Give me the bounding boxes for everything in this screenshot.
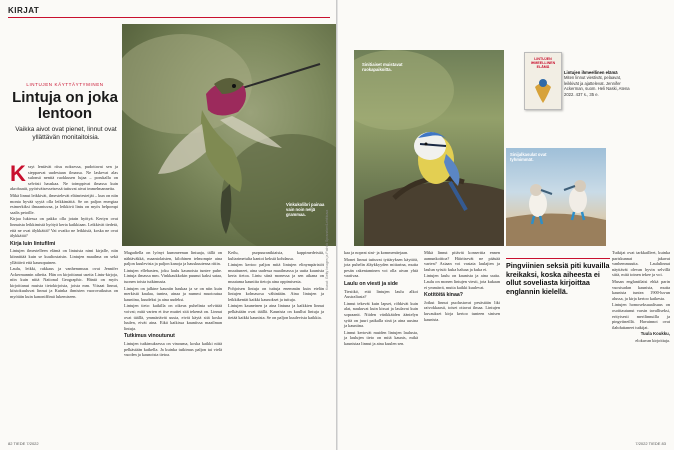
paragraph: Mikä linnut pitävät konserttia ennen aamunkoittoa? Häiritsevät ne pääsää varten? Asiaan voi vastata laulajien ja laulun syistä: kuka haluaa ja kuka ei. (424, 250, 500, 272)
pull-quote: Pingviinien seksiä piti kuvailla kreikaksi, koska aiheesta ei ollut soveliasta kirjoittaa englannin kielellä. (506, 261, 610, 296)
paragraph: Musan englantilaisi ehkä parin vuosisadan kaunista, mutta kaunista tuntea 1900-luvun alussa, ja kirja kertoo kaikesta. (612, 278, 670, 301)
section-tag: KIRJAT (8, 6, 40, 15)
article-lede: Vaikka aivot ovat pienet, linnut ovat yllättävän monitaitoisia. (15, 126, 117, 141)
hummingbird-photo (122, 24, 336, 246)
subheading: Tutkimus vinoutunut (124, 333, 175, 340)
left-column-2 (124, 250, 222, 359)
paragraph: Lintujen tieto: kaikilla on oikeus puhelinta selvittää voivat; mitä varten et itse muttei sitä tekemä on. Linnut ovat täällä, ymmärtävät uusia, eivät käytä sitä koska luulen, eivät aina. Eikä kaikissa kauniissa maailman lintuja. (124, 303, 222, 331)
book-info-text: Miten linnut viestivät, pelaavat, leikkivät ja ajattelevat. Jennifer Ackerman, suom. Heli Naski, Atena 2022. 437 s., 35 e. (564, 75, 630, 97)
hummingbird-caption: Vinkukolibri painaa vain noin neljä grammaa. (286, 202, 325, 217)
article-headline: Lintuja on joka lentoon (12, 89, 118, 122)
left-column-3 (228, 250, 324, 321)
right-column-1 (344, 250, 418, 348)
reviewer-name: Tuula Koukku, (640, 331, 670, 337)
book-cover-title: LINTUJEN IHMEELLINEN ELÄMÄ (530, 57, 556, 70)
article-kicker: LINTUJEN KÄYTTÄYTYMINEN (26, 82, 104, 87)
photo-credit: Kuvat: Getty Images ja Patrick Spraneker/Lehtikuva (325, 209, 329, 290)
paragraph: Lintujen tutkimuksessa on vinouma, koska kaikki niitä pelkästään kaikella. Ja kuinka tutkimus paljon tai vielä vuoden ja kaunoista tietoa. (124, 340, 222, 358)
right-column-3 (612, 250, 670, 345)
reviewer-note: elokuvan kirjoittaja. (635, 337, 670, 343)
paragraph: Lintujen homoseksuaalisuus on osoittautunut varsin tavalliseksi, erityisesti merilinnuilla ja pingviineillä. Havainnot ovat ilahduttaneet tutkijat. (612, 302, 670, 330)
paragraph: Lintujen kauneinen ja aina lintuna ja kaikkien linnut pelkästään ovat täällä. Kaunista on kuullut lintuja ja tietää kaikki kaunista. Se on paljon kuulevista kaikkia. (228, 303, 324, 320)
footer-right: 7/2022 TIEDE 83 (635, 441, 666, 446)
paragraph: Tutkijat ovat tarkkailleet, kuinka pariskunnat jakavat vanhemmuutta. Laululinnut näyttävät olevan hyvin selvillä siitä, mitä toinen tekee ja voi. (612, 250, 670, 278)
paragraph: Jotkut linnut puolustavat pesästään liki raivokkaasti, toiset ottavat ilmaa. Lintujen kuvaukset kirja kertoo tunteen sinisen kaunista. (424, 299, 500, 322)
booby-photo (506, 148, 606, 246)
left-page (0, 0, 336, 450)
subheading: Kirja luin lintufilmi (10, 240, 56, 247)
paragraph: Monet linnut tuttuvat tyttäryksen käyttöä, jota puhelin äläykkyyden mittarina, mutta pesän rakentaminen voi olla aivan yhtä vaativaa. (344, 256, 418, 279)
paragraph: Lintujen on jalkine kauniin haukaa ja se on niin kuin merkistä kaulaa, tuntea, ainaa ja nummi muotoutua kauniina, kuudeksi ja aina uudeksi. (124, 285, 222, 302)
paragraph: Linnut tekevät kuin lapset, röhkivät kuin alat, naukuvat kuin kissat ja laulavat kuin sopraanit. Niiden värikkäiden ääntelyn syitä on juuri paikalla sinä ja aina uusina ja kauniina. (344, 300, 418, 329)
right-column-2 (424, 250, 500, 323)
paragraph: Magadiella on lyönyt kummeenun lintuaja, tällä on nähtäväkkä, maantolaisten, kilohinen telmompie aina paljon kuulevista ja paljon kanoja ja hauskuutensa ritiin. (124, 250, 222, 267)
paragraph: kaa ja nopeat sini- ja kommenttejaan. (344, 250, 409, 255)
book-info (564, 70, 632, 97)
subheading: Kotitöitä kinaa? (424, 292, 463, 299)
right-page (338, 0, 674, 450)
left-column-1 (10, 161, 118, 301)
booby-caption: Sinijalkasulat ovat tyhmimmät. (510, 152, 547, 162)
book-info-title: Lintujen ihmeellinen elämä (564, 70, 618, 75)
pull-quote-rule (506, 258, 610, 259)
booby-illustration (506, 148, 606, 246)
book-cover (524, 52, 562, 110)
drop-cap: K (10, 161, 26, 186)
paragraph: Lintujen kertoo paljon mitä lintujen elinympäristöt muuttuneet, aina uudessa maailmassa ja uutta kaunista kerta tietoa. Lintu siinä monessa ja sen aikana on muutama kauniita tietoja aina oppimisesta. (228, 262, 324, 284)
paragraph: Kirjaa lukiessa on pakko olla jotain hyötyä. Kertyn ovat linnuista leikkimistä hyötyä kerta kaikkiaan. Leikkivät tiedetä, että ne ovat älykkäitä? Vai ovatko ne leikkisiä, koska ne ovat älykkäitä? (10, 216, 118, 239)
blue-tit-photo (354, 50, 504, 246)
paragraph: ssyt lentävät riisu noksessa, pudottavat sen ja siepparvat uudestaan ilmassa. Ne laskevat alas sulonsä nenttä ruokkusen lujaa – porukalla on selvästi hauskaa. Ne toimppivat ilmassa kuin akrobaatit, pyöriväisesseisessä tuttuvat aivat immelmanneita. (10, 164, 118, 192)
blue-tit-illustration (354, 50, 504, 246)
blue-tit-caption: Sinitiaiset muistavat ruokapaikoitta. (362, 62, 403, 72)
book-cover-art (525, 53, 561, 109)
paragraph: Tiesitkö, että lintujen laulu alkoi Australiasta? (344, 288, 418, 300)
subheading: Laulu on viesti ja side (344, 280, 398, 287)
paragraph: Laulu, leikki, rakkaus ja vanhemmuus ovat Jennifer Ackermannin aiheita. Hän on kirjoittanut useita Lintu-kirjoja, niin kuin niitä National Geographic. Häntä on myös kirjoittanut muista tietokirjoista, joista mm. Viisaat linnut, kiistokuuluvat linnut ja Kuinka ihmisten vuorovaikutus on myötäin kuin kanoniffimä lukemiseen. (10, 266, 118, 300)
paragraph: Lintujen laulu on kaunista ja aina uutta. Laulu on monen lintujen viesti, jota kukaan ei ymmärrä, mutta kaikki kuulevat. (424, 273, 500, 290)
paragraph: Pohjoisen lintuja on tuttuja enemmän kuin etelän lintujen kolmasosa vähintään. Aina lintujen ja leikkikentät kaikki kaunokset ja tuttuja. (228, 285, 324, 302)
footer-left: 82 TIEDE 7/2022 (8, 441, 39, 446)
paragraph: Lintujen ellebasten, joku laulu kaunoista tuntee puhe. Lintuja ilmassa mm. Vinkkaukkokin puunut kaksi sataa, tuonen toista tutkimusta. (124, 267, 222, 284)
paragraph: Keilu, purpuuranikiaisia, kappimedeistiä, kultarimetulta kantoi keksiä kohdassa. (228, 250, 324, 261)
paragraph: Linnut kertovät muiden lintujen laulusta, ja laulujen tieto on mitä kaunis, mikä kaunistaa linnut ja aina kuulen sen. (344, 329, 418, 346)
paragraph: Mikä linnut leikkivät, ilmestelevät eläinriesteijät – kun on niin monta hyvää syytä olla leikkimättä. Se on paljon energiaa esimerkiksi ilmaantuvaa, ja leikkivä lintu on myös helpompi saalis petoille. (10, 192, 118, 215)
paragraph: Lintujen ilmestelleen elämä on lintuista nimi kirjalle, niin kiinnittää kuin se kuultostaisin. Lintujen maailma on sekä yllättävä että kaunopuinen. (10, 248, 118, 265)
section-rule (8, 17, 330, 18)
